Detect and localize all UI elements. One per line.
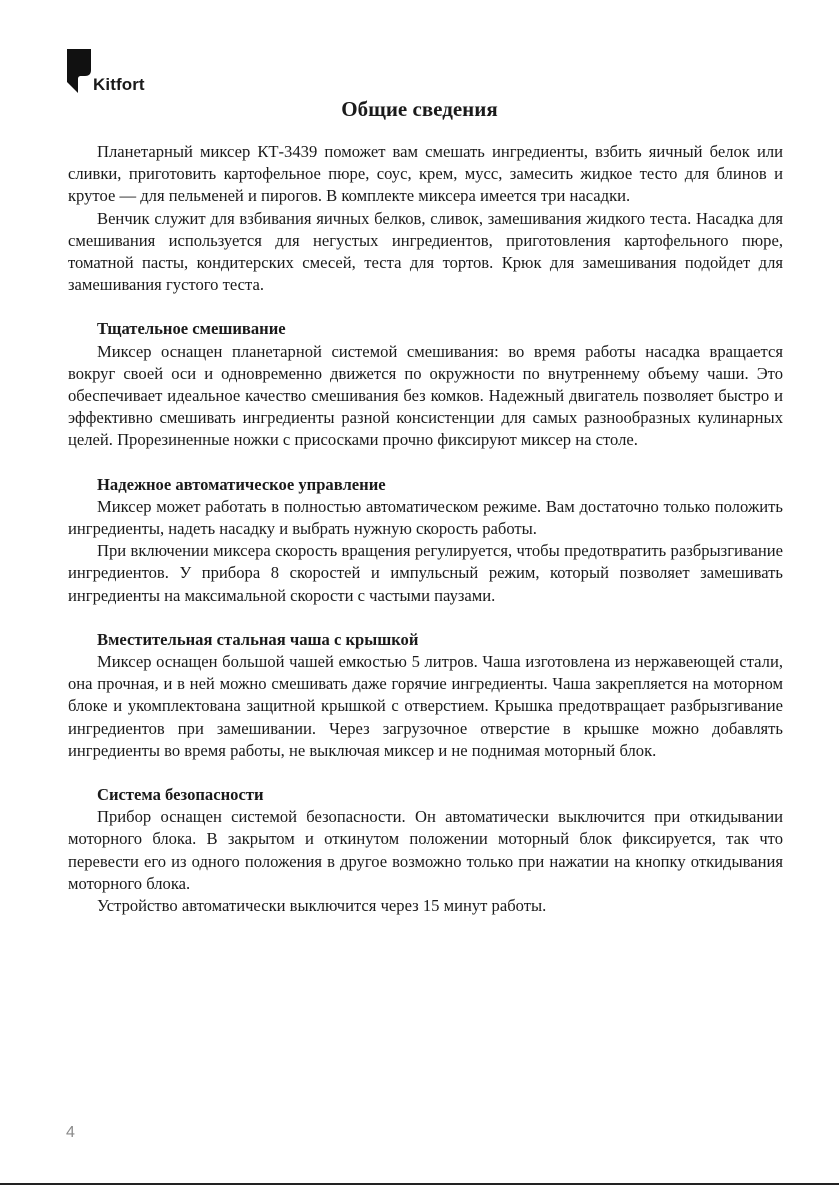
brand-name: Kitfort — [93, 75, 145, 94]
section-paragraph: Миксер оснащен планетарной системой смешивания: во время работы насадка вращается вокруг своей оси и одновременно движется по окружности по внутреннему объему чаши. Это обеспечивает идеальное качество смешивания без комков. Надежный двигатель позволяет быстро и эффективно смешивать ингредиенты разной консистенции для самых разнообразных кулинарных целей. Прорезиненные ножки с присосками прочно фиксируют миксер на столе. — [68, 341, 783, 450]
section-heading-auto-control: Надежное автоматическое управление — [97, 474, 386, 494]
section-heading-mixing: Тщательное смешивание — [97, 319, 286, 339]
intro-paragraph: Планетарный миксер КТ-3439 поможет вам смешать ингредиенты, взбить яичный белок или сливки, приготовить картофельное пюре, соус, крем, мусс, замесить жидкое тесто для блинов и крутое — для пельменей и пирогов. В комплекте миксера имеется три насадки. — [68, 142, 783, 206]
section-paragraph: При включении миксера скорость вращения регулируется, чтобы предотвратить разбрызгивание ингредиентов. У прибора 8 скоростей и импульсный режим, который позволяет замешивать ингредиенты на максимальной скорости с частыми паузами. — [68, 541, 783, 605]
section-heading-safety: Система безопасности — [97, 785, 264, 805]
kitfort-logo-icon — [67, 49, 91, 93]
intro-paragraph: Венчик служит для взбивания яичных белков, сливок, замешивания жидкого теста. Насадка для смешивания используется для негустых ингредиентов, приготовления картофельного пюре, томатной пасты, кондитерских смесей, теста для тортов. Крюк для замешивания подойдет для замешивания густого теста. — [68, 208, 783, 295]
section-paragraph: Устройство автоматически выключится через 15 минут работы. — [97, 896, 547, 916]
page-bottom-rule — [0, 1183, 839, 1185]
page-number: 4 — [66, 1124, 75, 1141]
section-paragraph: Миксер может работать в полностью автоматическом режиме. Вам достаточно только положить ингредиенты, надеть насадку и выбрать нужную скорость работы. — [68, 496, 783, 539]
document-body — [68, 141, 783, 917]
kitfort-logo — [67, 49, 177, 95]
section-paragraph: Миксер оснащен большой чашей емкостью 5 литров. Чаша изготовлена из нержавеющей стали, она прочная, и в ней можно смешивать даже горячие ингредиенты. Чаша закрепляется на моторном блоке и укомплектована защитной крышкой с отверстием. Крышка предотвращает разбрызгивание ингредиентов при замешивании. Через загрузочное отверстие в крышке можно добавлять ингредиенты во время работы, не выключая миксер и не поднимая моторный блок. — [68, 652, 783, 760]
page-title: Общие сведения — [341, 97, 498, 121]
section-paragraph: Прибор оснащен системой безопасности. Он автоматически выключится при откидывании моторного блока. В закрытом и откинутом положении моторный блок фиксируется, так что перевести его из одного положения в другое возможно только при нажатии на кнопку откидывания моторного блока. — [68, 807, 783, 893]
section-heading-bowl: Вместительная стальная чаша с крышкой — [97, 629, 419, 649]
